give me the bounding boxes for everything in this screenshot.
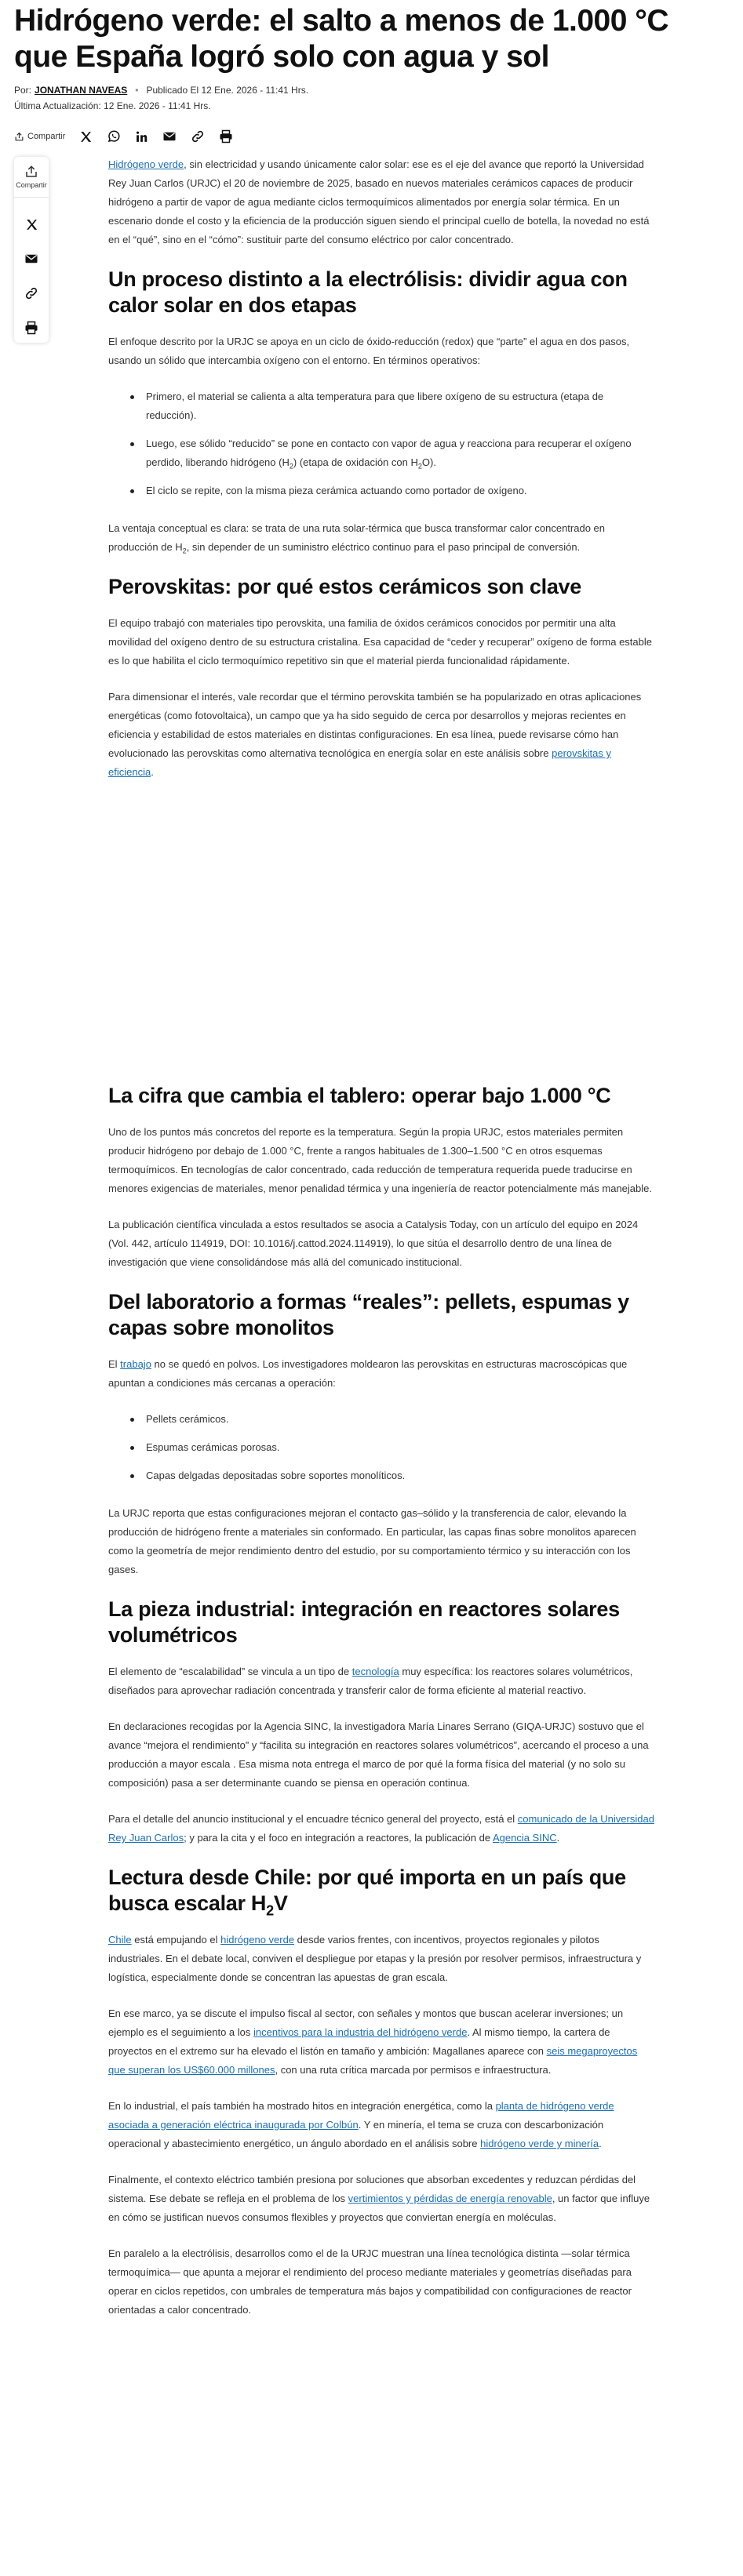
- ad-space: [108, 799, 656, 1075]
- floating-share-sidebar: [14, 157, 49, 343]
- section-heading-industrial: La pieza industrial: integración en reactores solares volumétricos: [108, 1597, 620, 1647]
- link-chile[interactable]: Chile: [108, 1934, 132, 1946]
- intro-link-hidrogeno-verde[interactable]: Hidrógeno verde: [108, 158, 184, 170]
- by-label: Por:: [14, 85, 32, 96]
- sidebar-share-button[interactable]: [14, 165, 49, 198]
- link-agencia-sinc[interactable]: Agencia SINC: [492, 1832, 557, 1844]
- paragraph: En declaraciones recogidas por la Agencia SINC, la investigadora María Linares Serrano (GIQA-URJC) sostuvo que el avance “mejora el rendimiento” y “facilita su integración en reactores solares volumétricos”, acercando el proceso a una producción a mayor escala . Esa misma nota entrega el marco de por qué la forma física del material (y no solo su composición) pasa a ser determinante cuando se piensa en operación continua.: [108, 1720, 649, 1789]
- sidebar-email-icon[interactable]: [24, 252, 38, 266]
- x-icon[interactable]: [79, 130, 93, 144]
- byline: [14, 85, 729, 96]
- content-area: [0, 146, 743, 2320]
- article-body: [108, 146, 656, 2320]
- sidebar-x-icon[interactable]: [25, 218, 38, 231]
- paragraph: Chile está empujando el hidrógeno verde desde varios frentes, con incentivos, proyectos regionales y pilotos industriales. En el debate local, conviven el despliegue por etapas y la presión por resolver permisos, infraestructura y logística, especialmente donde se concentran las apuestas de gran escala.: [108, 1934, 642, 1983]
- share-icon: [14, 132, 24, 142]
- share-button[interactable]: [14, 132, 65, 142]
- paragraph: En ese marco, ya se discute el impulso fiscal al sector, con señales y montos que buscan acelerar inversiones; un ejemplo es el seguimiento a los incentivos para la industria del hidrógeno verde. Al mismo tiempo, la cartera de proyectos en el extremo sur ha elevado el listón en tamaño y ambición: Magallanes aparece con seis megaproyectos que superan los US$60.000 millones, con una ruta crítica marcada por permisos e infraestructura.: [108, 2007, 638, 2076]
- list-item: Pellets cerámicos.: [146, 1410, 656, 1429]
- link-planta-colbun[interactable]: planta de hidrógeno verde asociada a generación eléctrica inaugurada por Colbún: [108, 2100, 614, 2131]
- list-item: Primero, el material se calienta a alta temperatura para que libere oxígeno de su estructura (etapa de reducción).: [146, 387, 656, 425]
- paragraph: La URJC reporta que estas configuraciones mejoran el contacto gas–sólido y la transferencia de calor, elevando la producción de hidrógeno frente a materiales sin conformado. En particular, las capas finas sobre monolitos aparecen como la geometría de mejor rendimiento dentro del estudio, por su comportamiento térmico y su interacción con los gases.: [108, 1507, 636, 1575]
- share-label: Compartir: [27, 132, 66, 141]
- section-heading-proceso: Un proceso distinto a la electrólisis: dividir agua con calor solar en dos etapas: [108, 267, 628, 317]
- author-link[interactable]: JONATHAN NAVEAS: [35, 85, 128, 96]
- sidebar-link-icon[interactable]: [24, 286, 38, 300]
- section-heading-cifra: La cifra que cambia el tablero: operar bajo 1.000 °C: [108, 1084, 611, 1107]
- link-comunicado-urjc[interactable]: comunicado de la Universidad Rey Juan Carlos: [108, 1813, 654, 1844]
- published-date: Publicado El 12 Ene. 2026 - 11:41 Hrs.: [146, 85, 309, 96]
- paragraph: Para dimensionar el interés, vale recordar que el término perovskita también se ha popularizado en otras aplicaciones energéticas (como fotovoltaica), un campo que ya ha sido seguido de cerca por desarrollos y mejoras recientes en eficiencia y estabilidad de estos materiales en distintas configuraciones. En esa línea, puede revisarse cómo han evolucionado las perovskitas como alternativa tecnológica en energía solar en este análisis sobre perovskitas y eficiencia.: [108, 691, 642, 778]
- sidebar-share-label: Compartir: [16, 181, 47, 189]
- list-item: Capas delgadas depositadas sobre soportes monolíticos.: [146, 1466, 656, 1485]
- link-incentivos[interactable]: incentivos para la industria del hidrógeno verde: [253, 2026, 468, 2038]
- section-heading-chile: Lectura desde Chile: por qué importa en un país que busca escalar $H_2V$: [108, 1866, 626, 1919]
- updated-date: Última Actualización: 12 Ene. 2026 - 11:41 Hrs.: [14, 100, 211, 111]
- article-header: [0, 0, 743, 146]
- paragraph: Para el detalle del anuncio institucional y el encuadre técnico general del proyecto, está el comunicado de la Universidad Rey Juan Carlos; y para la cita y el foco en integración a reactores, la publicación de Agencia SINC.: [108, 1813, 654, 1844]
- paragraph: El enfoque descrito por la URJC se apoya en un ciclo de óxido-reducción (redox) que “parte” el agua en dos pasos, usando un sólido que intercambia oxígeno con el entorno. En términos operativos:: [108, 336, 630, 366]
- paragraph: En lo industrial, el país también ha mostrado hitos en integración energética, como la planta de hidrógeno verde asociada a generación eléctrica inaugurada por Colbún. Y en minería, el tema se cruza con descarbonización operacional y abastecimiento energético, un ángulo abordado en el análisis sobre hidrógeno verde y minería.: [108, 2100, 614, 2149]
- paragraph: El elemento de “escalabilidad” se vincula a un tipo de tecnología muy específica: los reactores solares volumétricos, diseñados para aprovechar radiación concentrada y transferir calor de forma eficiente al material reactivo.: [108, 1666, 633, 1696]
- print-icon[interactable]: [219, 129, 233, 144]
- link-vertimientos[interactable]: vertimientos y pérdidas de energía renovable: [348, 2193, 552, 2204]
- share-bar: [14, 127, 729, 146]
- link-perovskitas-eficiencia[interactable]: perovskitas y eficiencia: [108, 747, 611, 778]
- whatsapp-icon[interactable]: [107, 129, 121, 144]
- email-icon[interactable]: [162, 129, 177, 144]
- link-megaproyectos[interactable]: seis megaproyectos que superan los US$60.000 millones: [108, 2045, 638, 2076]
- paragraph: El trabajo no se quedó en polvos. Los investigadores moldearon las perovskitas en estructuras macroscópicas que apuntan a condiciones más cercanas a operación:: [108, 1358, 628, 1389]
- link-hidrogeno-mineria[interactable]: hidrógeno verde y minería: [480, 2138, 599, 2149]
- list-item: El ciclo se repite, con la misma pieza cerámica actuando como portador de oxígeno.: [146, 481, 656, 500]
- list-item: Luego, ese sólido “reducido” se pone en contacto con vapor de agua y reacciona para recuperar el oxígeno perdido, liberando hidrógeno $(H_2)$ (etapa de oxidación con $H_2O$).: [146, 434, 656, 472]
- list-item: Espumas cerámicas porosas.: [146, 1438, 656, 1457]
- section-heading-perovskitas: Perovskitas: por qué estos cerámicos son clave: [108, 575, 581, 598]
- paragraph: La ventaja conceptual es clara: se trata de una ruta solar-térmica que busca transformar calor concentrado en producción de $H_2$, sin depender de un suministro eléctrico continuo para el paso principal de conversión.: [108, 522, 606, 555]
- link-trabajo[interactable]: trabajo: [120, 1358, 151, 1370]
- paragraph: En paralelo a la electrólisis, desarrollos como el de la URJC muestran una línea tecnológica distinta —solar térmica termoquímica— que apunta a mejorar el rendimiento del proceso mediante materiales y geometrías diseñadas para operar en ciclos repetidos, con umbrales de temperatura más bajos y compatibilidad con configuraciones de reactor orientadas a calor concentrado.: [108, 2247, 632, 2316]
- link-tecnologia[interactable]: tecnología: [351, 1666, 399, 1677]
- paragraph: Uno de los puntos más concretos del reporte es la temperatura. Según la propia URJC, estos materiales permiten producir hidrógeno por debajo de 1.000 °C, frente a rangos habituales de 1.300–1.500 °C en otros esquemas termoquímicos. En tecnologías de calor concentrado, cada reducción de temperatura requerida puede traducirse en menores exigencias de materiales, menor penalidad térmica y una ingeniería de reactor potencialmente más manejable.: [108, 1126, 652, 1194]
- linkedin-icon[interactable]: [135, 130, 148, 144]
- link-icon[interactable]: [191, 129, 205, 144]
- section-heading-laboratorio: Del laboratorio a formas “reales”: pellets, espumas y capas sobre monolitos: [108, 1290, 629, 1339]
- link-hidrogeno-verde[interactable]: hidrógeno verde: [220, 1934, 295, 1946]
- paragraph: Finalmente, el contexto eléctrico también presiona por soluciones que absorban excedentes y reduzcan pérdidas del sistema. Ese debate se refleja en el problema de los vertimientos y pérdidas de energía renovable, un factor que influye en cómo se justifican nuevos consumos flexibles y proyectos que conviertan energía en moléculas.: [108, 2174, 650, 2223]
- process-list: [146, 387, 656, 500]
- share-icon: [24, 165, 38, 179]
- separator-dot: •: [135, 85, 139, 96]
- sidebar-print-icon[interactable]: [24, 321, 38, 335]
- formats-list: [146, 1410, 656, 1485]
- paragraph: El equipo trabajó con materiales tipo perovskita, una familia de óxidos cerámicos conocidos por permitir una alta movilidad del oxígeno dentro de su estructura cristalina. Esa capacidad de “ceder y recuperar” oxígeno de forma estable es lo que habilita el ciclo termoquímico repetitivo sin que el material pierda funcionalidad rápidamente.: [108, 617, 652, 667]
- article-title: Hidrógeno verde: el salto a menos de 1.000 °C que España logró solo con agua y sol: [14, 4, 669, 74]
- paragraph: La publicación científica vinculada a estos resultados se asocia a Catalysis Today, con un artículo del equipo en 2024 (Vol. 442, artículo 114919, DOI: 10.1016/j.cattod.2024.114919), lo que sitúa el desarrollo dentro de una línea de investigación que viene consolidándose más allá del comunicado institucional.: [108, 1219, 639, 1268]
- intro-paragraph: Hidrógeno verde, sin electricidad y usando únicamente calor solar: ese es el eje del avance que reportó la Universidad Rey Juan Carlos (URJC) el 20 de noviembre de 2025, basado en nuevos materiales cerámicos capaces de producir hidrógeno a partir de vapor de agua mediante ciclos termoquímicos alimentados por energía solar térmica. En un escenario donde el costo y la eficiencia de la producción siguen siendo el principal cuello de botella, la novedad no está en el “qué”, sino en el “cómo”: sustituir parte del consumo eléctrico por calor concentrado.: [108, 158, 650, 245]
